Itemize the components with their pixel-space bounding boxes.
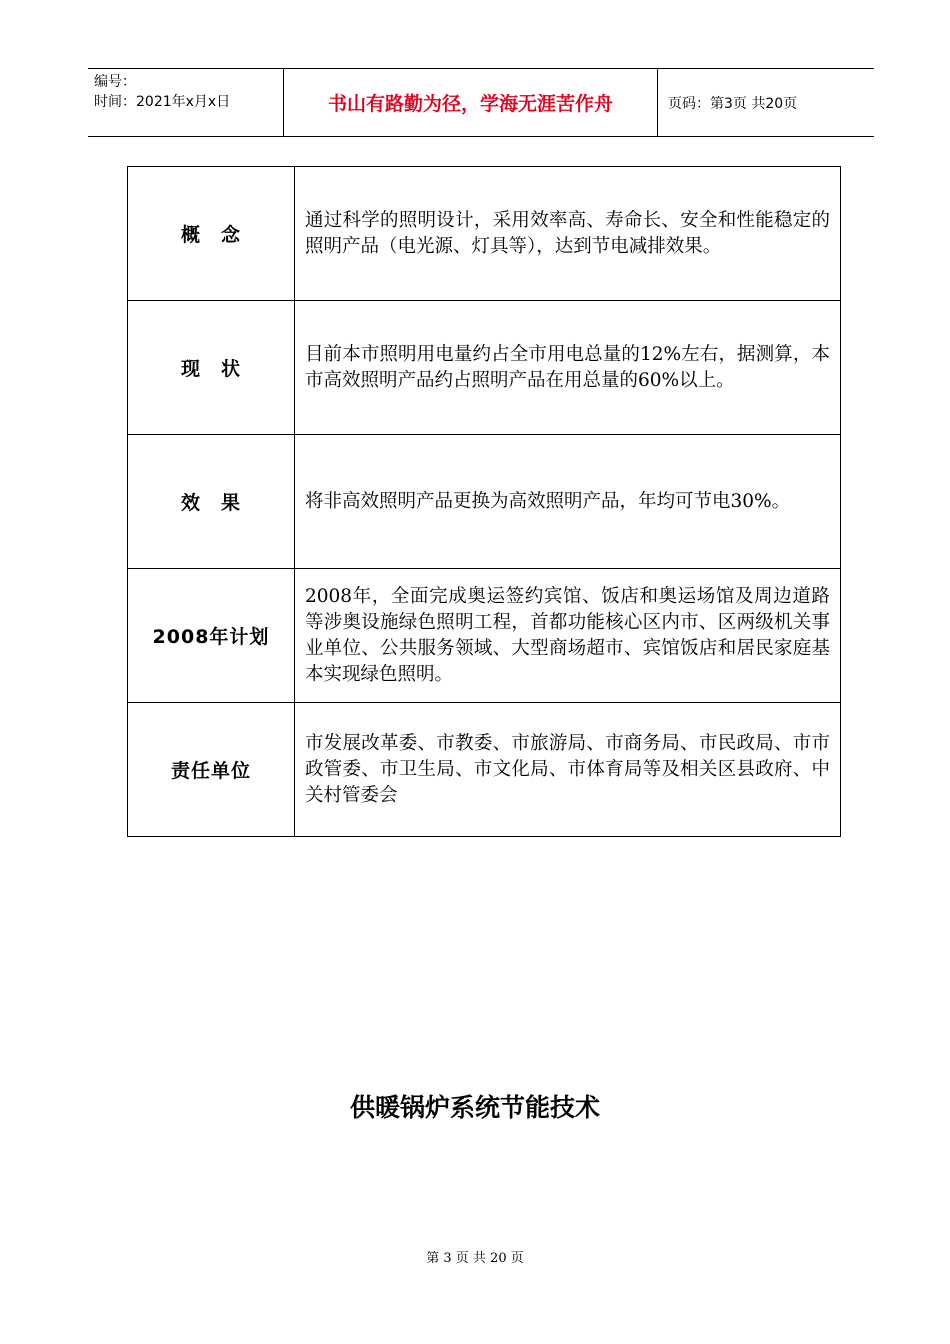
row-label: 效 果 — [128, 435, 295, 569]
row-content: 市发展改革委、市教委、市旅游局、市商务局、市民政局、市市政管委、市卫生局、市文化局、市体育局等及相关区县政府、中关村管委会 — [295, 703, 841, 837]
header-page-number: 页码：第3页 共20页 — [668, 95, 798, 112]
time-label: 时间：2021年x月x日 — [94, 94, 231, 110]
number-label: 编号： — [94, 74, 136, 90]
section-title: 供暖锅炉系统节能技术 — [349, 1093, 600, 1122]
row-label: 2008年计划 — [128, 569, 295, 703]
row-content: 2008年，全面完成奥运签约宾馆、饭店和奥运场馆及周边道路等涉奥设施绿色照明工程，首都功能核心区内市、区两级机关事业单位、公共服务领域、大型商场超市、宾馆饭店和居民家庭基本实现绿色照明。 — [295, 569, 841, 703]
row-content: 目前本市照明用电量约占全市用电总量的12%左右，据测算，本市高效照明产品约占照明产品在用总量的60%以上。 — [295, 301, 841, 435]
page-footer: 第 3 页 共 20 页 — [426, 1251, 524, 1266]
table-row — [128, 167, 841, 301]
row-content: 通过科学的照明设计，采用效率高、寿命长、安全和性能稳定的照明产品（电光源、灯具等），达到节电减排效果。 — [295, 167, 841, 301]
page-header — [88, 68, 874, 137]
table-row — [128, 703, 841, 837]
info-table — [127, 166, 841, 837]
table-row — [128, 301, 841, 435]
table-row — [128, 435, 841, 569]
header-meta — [88, 69, 284, 136]
row-label: 概 念 — [128, 167, 295, 301]
row-content: 将非高效照明产品更换为高效照明产品，年均可节电30%。 — [295, 435, 841, 569]
row-label: 责任单位 — [128, 703, 295, 837]
table-row — [128, 569, 841, 703]
header-motto: 书山有路勤为径，学海无涯苦作舟 — [284, 69, 658, 136]
row-label: 现 状 — [128, 301, 295, 435]
